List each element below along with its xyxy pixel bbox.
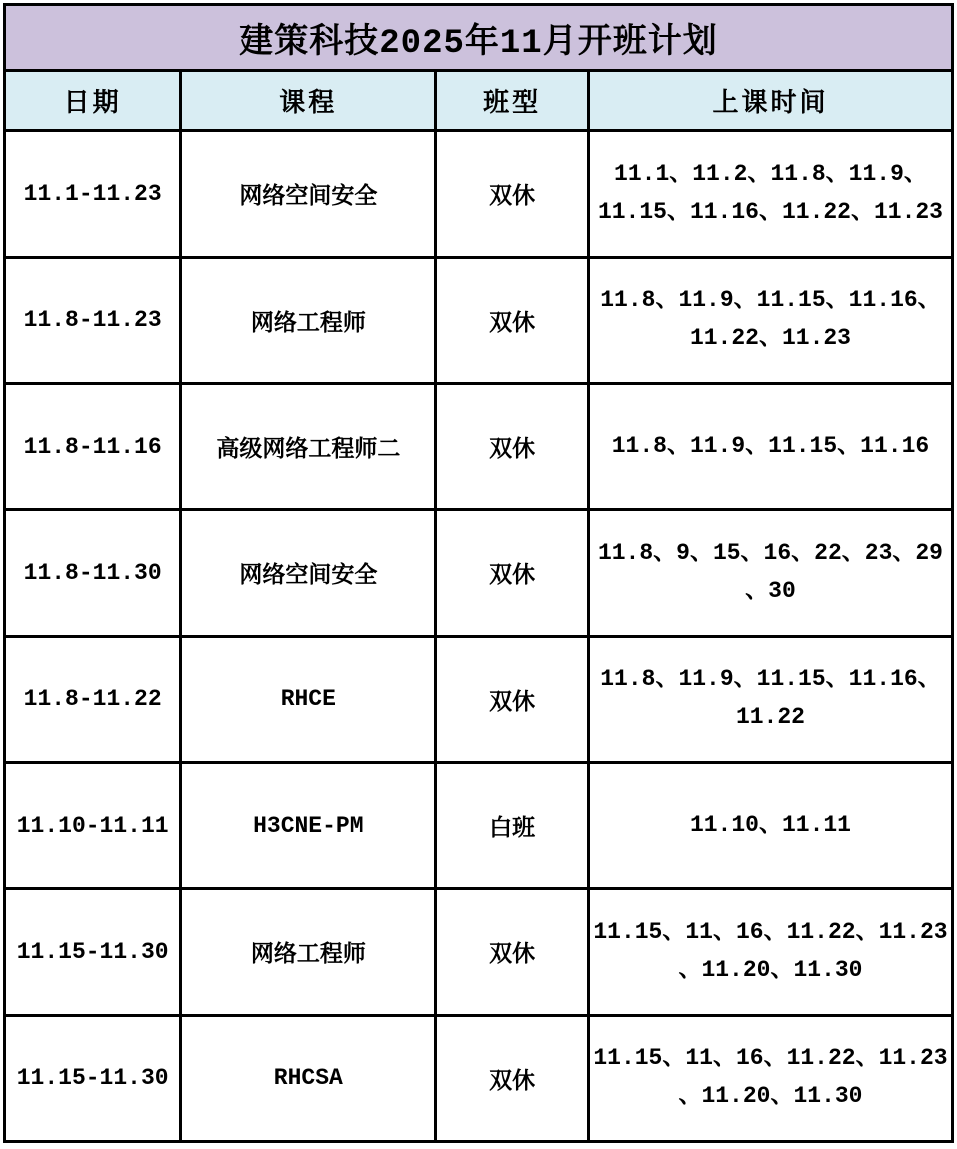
table-row (5, 1015, 953, 1141)
class-type-cell: 双休 (436, 131, 589, 257)
time-line: 11.8、11.9、11.15、11.16、 (600, 287, 941, 314)
time-line: 11.22、11.23 (689, 325, 851, 352)
time-line: 11.8、9、15、16、22、23、29 (597, 540, 943, 567)
course-cell: 网络工程师 (181, 889, 436, 1015)
course-cell: RHCE (181, 636, 436, 762)
table-row (5, 636, 953, 762)
header-cell-course: 课程 (181, 71, 436, 131)
time-line: 11.8、11.9、11.15、11.16 (611, 432, 930, 459)
header-cell-time: 上课时间 (588, 71, 952, 131)
table-row (5, 383, 953, 509)
time-line: 、11.20、11.30 (678, 956, 863, 983)
date-cell: 11.8-11.16 (5, 383, 181, 509)
time-line: 11.15、11、16、11.22、11.23 (593, 919, 948, 946)
schedule-table (3, 3, 954, 1143)
course-cell: 网络工程师 (181, 257, 436, 383)
table-row (5, 889, 953, 1015)
time-cell (588, 636, 952, 762)
date-cell: 11.8-11.22 (5, 636, 181, 762)
course-cell: 网络空间安全 (181, 510, 436, 636)
time-cell (588, 510, 952, 636)
time-line: 、11.20、11.30 (678, 1083, 863, 1110)
time-line: 、30 (745, 577, 796, 604)
class-type-cell: 双休 (436, 383, 589, 509)
class-type-cell: 双休 (436, 889, 589, 1015)
table-row (5, 762, 953, 888)
time-cell (588, 1015, 952, 1141)
date-cell: 11.8-11.30 (5, 510, 181, 636)
table-row (5, 257, 953, 383)
class-type-cell: 双休 (436, 510, 589, 636)
time-cell (588, 383, 952, 509)
date-cell: 11.10-11.11 (5, 762, 181, 888)
course-cell: 高级网络工程师二 (181, 383, 436, 509)
course-cell: RHCSA (181, 1015, 436, 1141)
course-cell: 网络空间安全 (181, 131, 436, 257)
time-line: 11.15、11.16、11.22、11.23 (597, 198, 943, 225)
page-title: 建策科技2025年11月开班计划 (5, 5, 953, 71)
date-cell: 11.15-11.30 (5, 1015, 181, 1141)
class-type-cell: 白班 (436, 762, 589, 888)
table-row (5, 131, 953, 257)
time-cell (588, 889, 952, 1015)
header-cell-class-type: 班型 (436, 71, 589, 131)
time-cell (588, 762, 952, 888)
time-line: 11.10、11.11 (689, 811, 851, 838)
date-cell: 11.1-11.23 (5, 131, 181, 257)
time-line: 11.8、11.9、11.15、11.16、 (600, 666, 941, 693)
time-cell (588, 131, 952, 257)
time-line: 11.1、11.2、11.8、11.9、 (614, 161, 927, 188)
class-type-cell: 双休 (436, 636, 589, 762)
date-cell: 11.8-11.23 (5, 257, 181, 383)
class-type-cell: 双休 (436, 1015, 589, 1141)
table-row (5, 510, 953, 636)
time-cell (588, 257, 952, 383)
course-cell: H3CNE-PM (181, 762, 436, 888)
schedule-sheet (3, 3, 954, 1143)
header-cell-date: 日期 (5, 71, 181, 131)
date-cell: 11.15-11.30 (5, 889, 181, 1015)
time-line: 11.15、11、16、11.22、11.23 (593, 1045, 948, 1072)
class-type-cell: 双休 (436, 257, 589, 383)
time-line: 11.22 (735, 704, 805, 731)
